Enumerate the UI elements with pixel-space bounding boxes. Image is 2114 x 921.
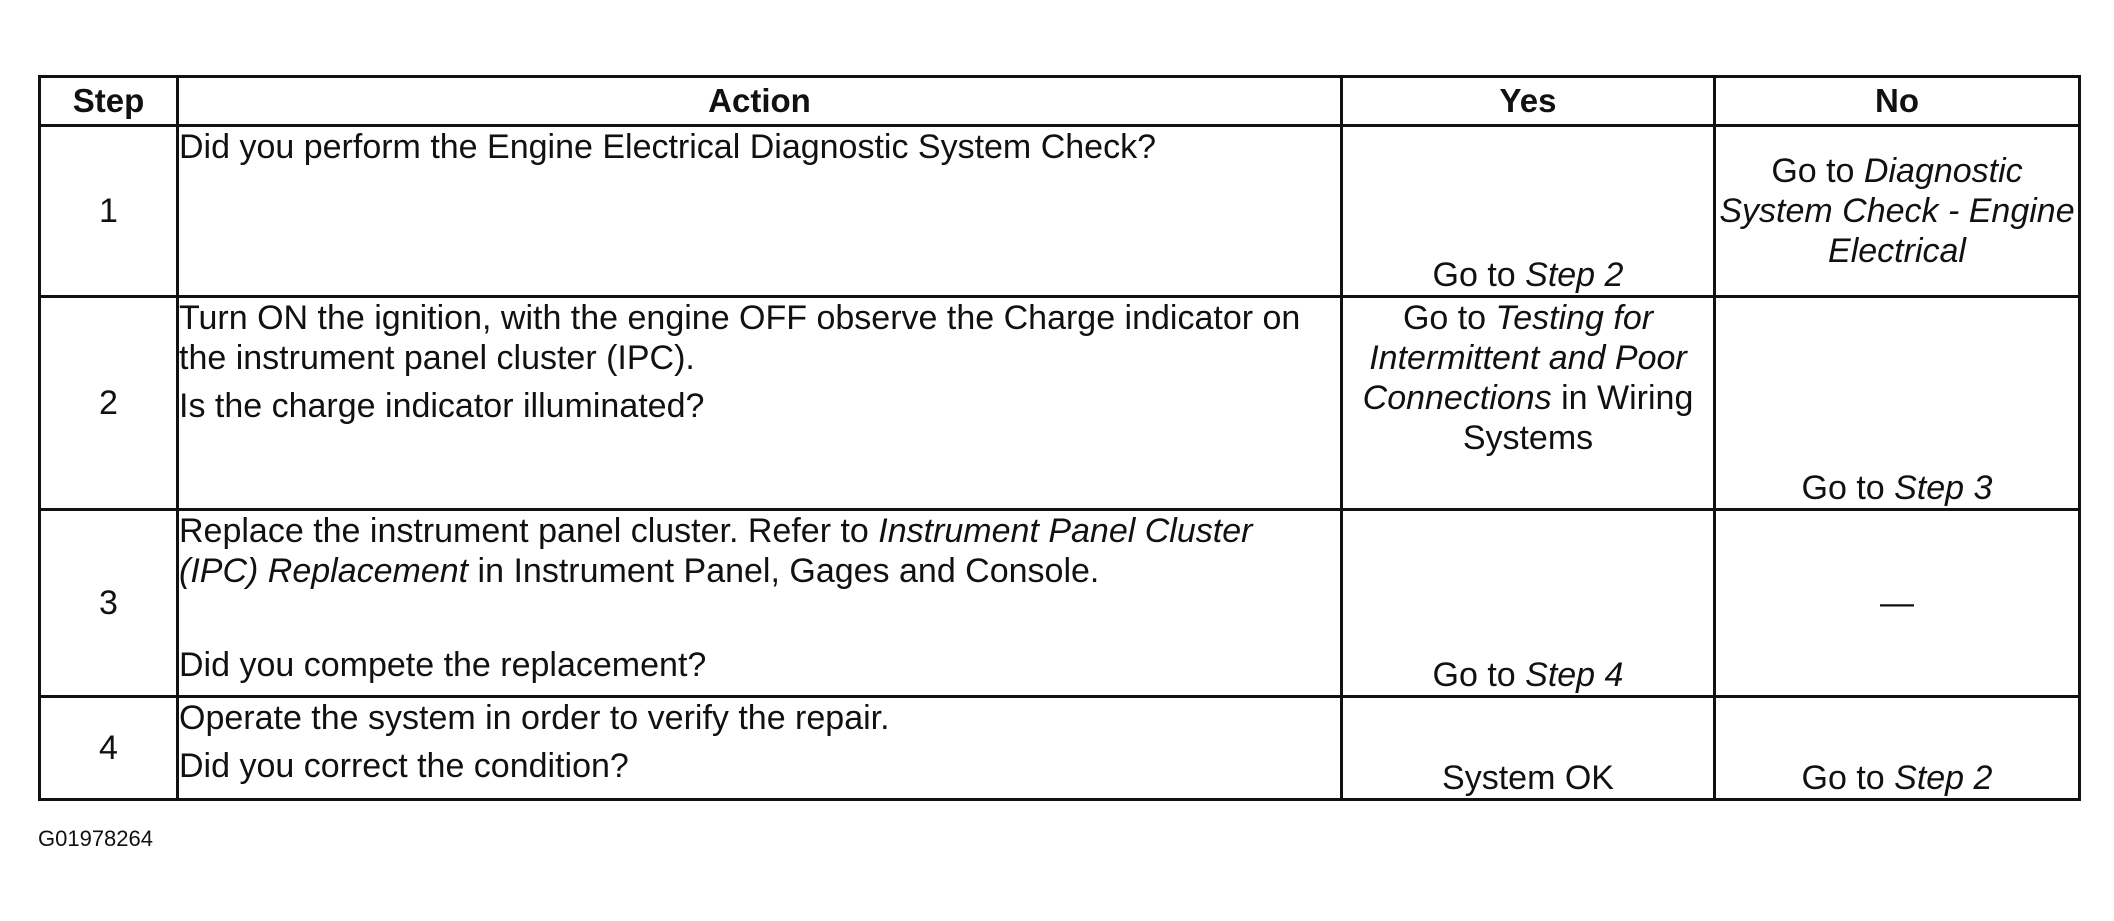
yes-cell (1342, 126, 1715, 297)
action-text (179, 511, 1340, 591)
action-reference: Instrument Panel Cluster (IPC) Replacement (179, 512, 1253, 591)
no-cell (1715, 510, 2080, 697)
table-header-row (40, 77, 2080, 126)
action-text-lead: Replace the instrument panel cluster. Refer to (179, 512, 879, 550)
action-cell (178, 126, 1342, 297)
step-number: 4 (40, 697, 178, 800)
table-row-step-1 (40, 126, 2080, 297)
yes-text: System OK (1442, 758, 1614, 797)
action-text: Did you perform the Engine Electrical Diagnostic System Check? (179, 128, 1156, 166)
header-yes: Yes (1342, 77, 1715, 126)
yes-cell (1342, 510, 1715, 697)
table-row-step-3 (40, 510, 2080, 697)
no-cell (1715, 697, 2080, 800)
action-question: Did you correct the condition? (179, 747, 629, 786)
action-text: Operate the system in order to verify the repair. (179, 699, 890, 737)
no-cell (1715, 126, 2080, 297)
yes-reference: Step 2 (1525, 255, 1624, 294)
no-prefix: Go to (1801, 758, 1895, 797)
header-step: Step (40, 77, 178, 126)
figure-id: G01978264 (38, 826, 153, 851)
yes-cell (1342, 297, 1715, 510)
step-number: 2 (40, 297, 178, 510)
no-cell (1715, 297, 2080, 510)
table-row-step-4 (40, 697, 2080, 800)
action-text-tail: in Instrument Panel, Gages and Console. (468, 552, 1100, 591)
action-question: Is the charge indicator illuminated? (179, 387, 705, 426)
yes-prefix: Go to (1432, 655, 1526, 694)
yes-cell (1342, 697, 1715, 800)
step-number: 1 (40, 126, 178, 297)
no-prefix: Go to (1771, 151, 1864, 190)
action-text: Turn ON the ignition, with the engine OFF observe the Charge indicator on the instrument panel cluster (IPC). (179, 299, 1301, 378)
diagnostic-table (38, 75, 2081, 801)
no-reference: Step 3 (1894, 468, 1993, 507)
table-row-step-2 (40, 297, 2080, 510)
yes-suffix: in Wiring Systems (1462, 379, 1694, 458)
action-cell (178, 697, 1342, 800)
no-dash: — (1880, 583, 1914, 622)
yes-prefix: Go to (1432, 255, 1526, 294)
no-reference: Step 2 (1894, 758, 1993, 797)
header-action: Action (178, 77, 1342, 126)
action-cell (178, 510, 1342, 697)
action-cell (178, 297, 1342, 510)
yes-reference: Testing for Intermittent and Poor Connections (1362, 299, 1687, 418)
action-question: Did you compete the replacement? (179, 646, 707, 685)
yes-prefix: Go to (1402, 299, 1496, 337)
step-number: 3 (40, 510, 178, 697)
no-reference: Diagnostic System Check - Engine Electrical (1719, 151, 2075, 271)
header-no: No (1715, 77, 2080, 126)
no-prefix: Go to (1801, 468, 1895, 507)
yes-reference: Step 4 (1525, 655, 1624, 694)
